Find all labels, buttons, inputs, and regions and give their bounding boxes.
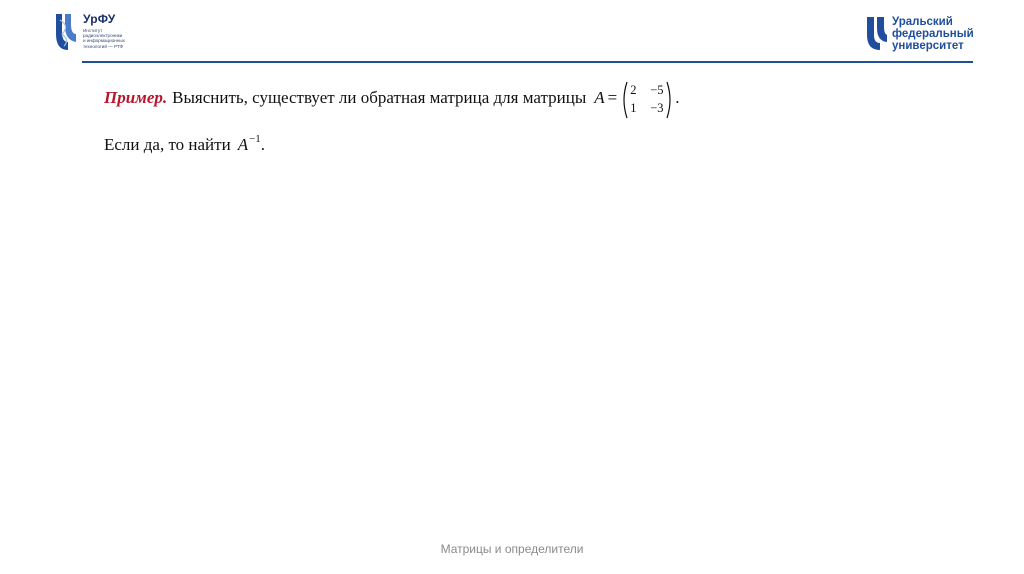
institute-line: Институт (83, 28, 103, 33)
university-name (892, 16, 974, 52)
statement-period: . (675, 88, 680, 107)
urfu-irit-logo (54, 12, 144, 54)
urfu-u-logo-icon (54, 12, 78, 52)
institute-line: и информационных (83, 38, 125, 44)
example-question: Выяснить, существует ли обратная матрица для матрицы (172, 88, 587, 107)
institute-line: технологий — РТФ (83, 43, 124, 49)
slide-footer: Матрицы и определители (440, 542, 584, 556)
matrix-parentheses (621, 80, 673, 120)
inverse-exponent: −1 (249, 133, 261, 145)
matrix-variable: A (594, 88, 605, 107)
university-name-line: федеральный (892, 28, 974, 40)
institute-line: радиоэлектроники (83, 33, 123, 39)
equals-sign: = (607, 88, 618, 107)
matrix-a (621, 80, 673, 120)
matrix-cell: 1 (630, 100, 637, 115)
task-text: Если да, то найти (104, 135, 231, 154)
example-label: Пример. (104, 88, 168, 107)
matrix-cell: 2 (630, 82, 637, 97)
inverse-variable: A (237, 135, 249, 154)
task-statement (104, 135, 265, 155)
university-name-line: Уральский (892, 16, 953, 28)
university-name-line: университет (892, 40, 964, 52)
institute-name (83, 28, 183, 49)
urfu-u-logo-icon (866, 15, 888, 51)
urfu-university-logo (866, 14, 986, 54)
example-statement (104, 82, 680, 115)
header-divider (82, 61, 973, 63)
urfu-short-name: УрФУ (83, 12, 116, 26)
matrix-cell: −3 (650, 100, 664, 115)
matrix-cell: −5 (650, 82, 664, 97)
task-period: . (260, 135, 266, 154)
